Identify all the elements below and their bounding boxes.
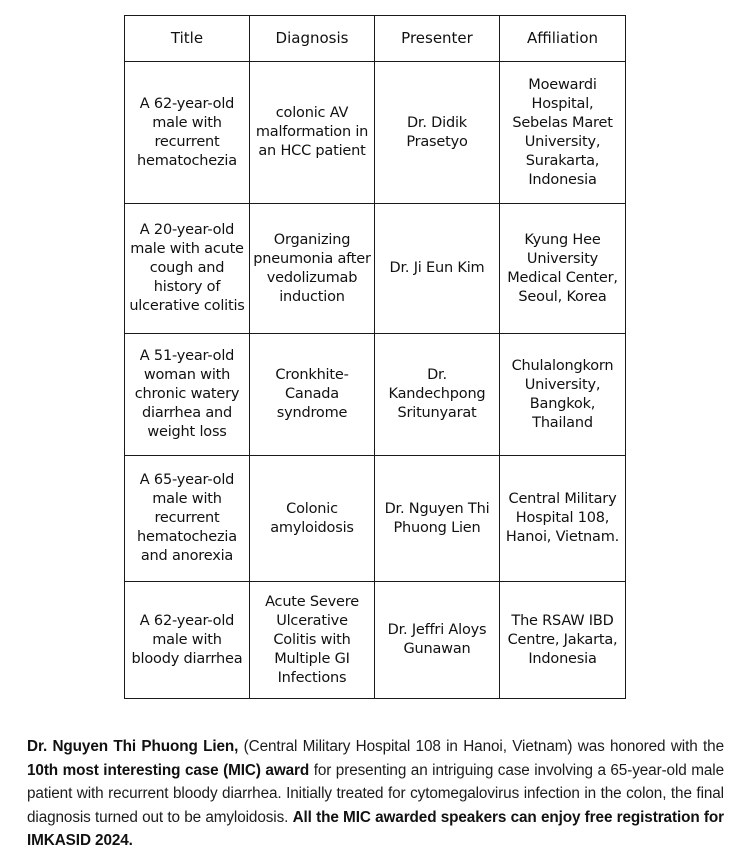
affiliation-cell: The RSAW IBD Centre, Jakarta, Indonesia (500, 582, 626, 699)
column-header-title: Title (125, 16, 250, 62)
table-row (125, 334, 626, 456)
diagnosis-cell: Acute Severe Ulcerative Colitis with Multiple GI Infections (250, 582, 375, 699)
table-row (125, 204, 626, 334)
affiliation-cell: Kyung Hee University Medical Center, Seoul, Korea (500, 204, 626, 334)
column-header-diagnosis: Diagnosis (250, 16, 375, 62)
diagnosis-cell: Cronkhite-Canada syndrome (250, 334, 375, 456)
diagnosis-cell: Organizing pneumonia after vedolizumab induction (250, 204, 375, 334)
presenter-cell: Dr. Jeffri Aloys Gunawan (375, 582, 500, 699)
presenter-cell: Dr. Kandechpong Sritunyarat (375, 334, 500, 456)
case-title-cell: A 62-year-old male with bloody diarrhea (125, 582, 250, 699)
table-header-row (125, 16, 626, 62)
case-title-cell: A 62-year-old male with recurrent hematochezia (125, 62, 250, 204)
affiliation-cell: Central Military Hospital 108, Hanoi, Vietnam. (500, 456, 626, 582)
winner-name: Dr. Nguyen Thi Phuong Lien, (27, 738, 239, 755)
table-row (125, 582, 626, 699)
mic-case-table (124, 15, 626, 699)
table-row (125, 456, 626, 582)
column-header-presenter: Presenter (375, 16, 500, 62)
affiliation-cell: Moewardi Hospital, Sebelas Maret University, Surakarta, Indonesia (500, 62, 626, 204)
award-name: 10th most interesting case (MIC) award (27, 761, 310, 779)
affiliation-cell: Chulalongkorn University, Bangkok, Thailand (500, 334, 626, 456)
diagnosis-cell: colonic AV malformation in an HCC patient (250, 62, 375, 204)
case-title-cell: A 20-year-old male with acute cough and history of ulcerative colitis (125, 204, 250, 334)
award-announcement-paragraph (27, 735, 724, 853)
table-row (125, 62, 626, 204)
free-registration-note: All the MIC awarded speakers can enjoy free registration for IMKASID 2024. (27, 808, 724, 850)
winner-affiliation-text: (Central Military Hospital 108 in Hanoi, Vietnam) was honored with the (238, 738, 724, 755)
case-title-cell: A 65-year-old male with recurrent hematochezia and anorexia (125, 456, 250, 582)
diagnosis-cell: Colonic amyloidosis (250, 456, 375, 582)
presenter-cell: Dr. Ji Eun Kim (375, 204, 500, 334)
case-title-cell: A 51-year-old woman with chronic watery diarrhea and weight loss (125, 334, 250, 456)
case-description-text: for presenting an intriguing case involving a 65-year-old male patient with recurrent bloody diarrhea. Initially treated for cytomegalovirus infection in the colon, the final diagnosis turned out to be amyloidosis. (27, 761, 724, 826)
column-header-affiliation: Affiliation (500, 16, 626, 62)
presenter-cell: Dr. Didik Prasetyo (375, 62, 500, 204)
presenter-cell: Dr. Nguyen Thi Phuong Lien (375, 456, 500, 582)
